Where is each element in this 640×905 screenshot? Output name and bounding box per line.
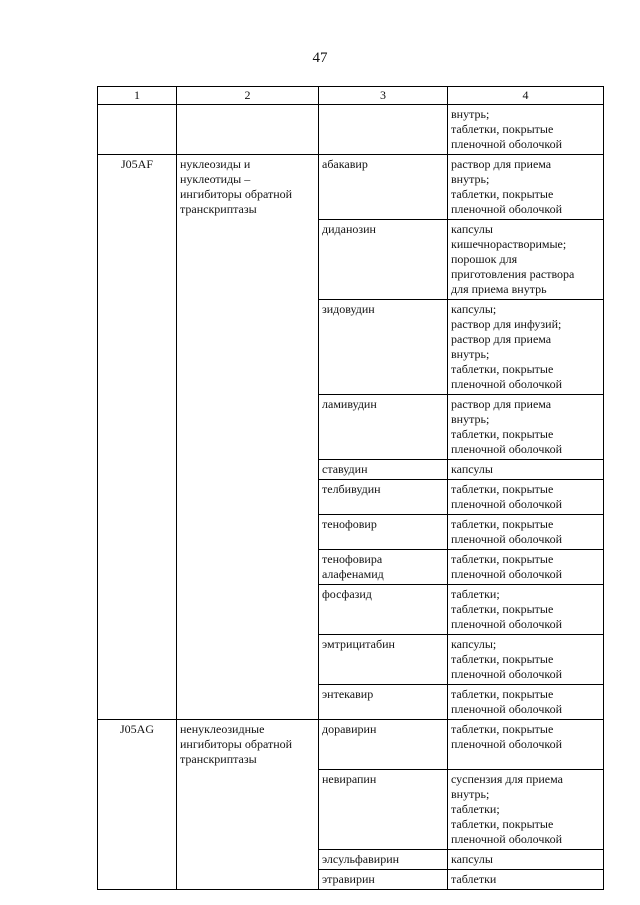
- atc-code-cell: [98, 550, 177, 585]
- dosage-forms-cell: таблетки, покрытые пленочной оболочкой: [448, 515, 604, 550]
- atc-code-cell: J05AG: [98, 720, 177, 770]
- table-row: [98, 685, 604, 720]
- atc-code-cell: [98, 515, 177, 550]
- table-row: [98, 515, 604, 550]
- drug-name-cell: этравирин: [319, 869, 448, 889]
- dosage-forms-cell: таблетки, покрытые пленочной оболочкой: [448, 720, 604, 770]
- group-name-cell: [177, 769, 319, 849]
- group-name-cell: [177, 480, 319, 515]
- drug-name-cell: тенофовир: [319, 515, 448, 550]
- column-header: 4: [448, 87, 604, 105]
- dosage-forms-cell: таблетки; таблетки, покрытые пленочной оболочкой: [448, 585, 604, 635]
- table-row: [98, 720, 604, 770]
- dosage-forms-cell: капсулы: [448, 849, 604, 869]
- table-row: [98, 585, 604, 635]
- atc-code-cell: [98, 849, 177, 869]
- group-name-cell: [177, 550, 319, 585]
- column-header: 2: [177, 87, 319, 105]
- group-name-cell: [177, 515, 319, 550]
- drug-name-cell: [319, 105, 448, 155]
- table-row: [98, 480, 604, 515]
- atc-code-cell: [98, 300, 177, 395]
- atc-code-cell: [98, 395, 177, 460]
- table-row: [98, 869, 604, 889]
- column-header: 1: [98, 87, 177, 105]
- table-row: [98, 550, 604, 585]
- table-header-row: [98, 87, 604, 105]
- drug-name-cell: эмтрицитабин: [319, 635, 448, 685]
- table-row: [98, 395, 604, 460]
- dosage-forms-cell: таблетки: [448, 869, 604, 889]
- drug-name-cell: элсульфавирин: [319, 849, 448, 869]
- dosage-forms-cell: капсулы кишечнорастворимые; порошок для приготовления раствора для приема внутрь: [448, 220, 604, 300]
- group-name-cell: [177, 460, 319, 480]
- drug-name-cell: невирапин: [319, 769, 448, 849]
- dosage-forms-cell: капсулы; раствор для инфузий; раствор для приема внутрь; таблетки, покрытые пленочной оболочкой: [448, 300, 604, 395]
- table-row: [98, 849, 604, 869]
- dosage-forms-cell: таблетки, покрытые пленочной оболочкой: [448, 550, 604, 585]
- group-name-cell: [177, 685, 319, 720]
- drug-name-cell: энтекавир: [319, 685, 448, 720]
- dosage-forms-cell: суспензия для приема внутрь; таблетки; таблетки, покрытые пленочной оболочкой: [448, 769, 604, 849]
- group-name-cell: [177, 105, 319, 155]
- dosage-forms-cell: таблетки, покрытые пленочной оболочкой: [448, 480, 604, 515]
- drug-name-cell: телбивудин: [319, 480, 448, 515]
- atc-code-cell: J05AF: [98, 155, 177, 220]
- table-row: [98, 105, 604, 155]
- drug-name-cell: ламивудин: [319, 395, 448, 460]
- dosage-forms-cell: раствор для приема внутрь; таблетки, покрытые пленочной оболочкой: [448, 155, 604, 220]
- drug-name-cell: тенофовира алафенамид: [319, 550, 448, 585]
- atc-code-cell: [98, 460, 177, 480]
- atc-code-cell: [98, 769, 177, 849]
- group-name-cell: [177, 585, 319, 635]
- dosage-forms-cell: внутрь; таблетки, покрытые пленочной оболочкой: [448, 105, 604, 155]
- drug-name-cell: доравирин: [319, 720, 448, 770]
- group-name-cell: [177, 869, 319, 889]
- drug-name-cell: абакавир: [319, 155, 448, 220]
- group-name-cell: ненуклеозидные ингибиторы обратной транскриптазы: [177, 720, 319, 770]
- drug-name-cell: диданозин: [319, 220, 448, 300]
- group-name-cell: [177, 220, 319, 300]
- page-number: 47: [312, 50, 328, 66]
- atc-code-cell: [98, 635, 177, 685]
- table-row: [98, 300, 604, 395]
- atc-code-cell: [98, 105, 177, 155]
- group-name-cell: [177, 635, 319, 685]
- group-name-cell: [177, 849, 319, 869]
- drug-name-cell: ставудин: [319, 460, 448, 480]
- dosage-forms-cell: таблетки, покрытые пленочной оболочкой: [448, 685, 604, 720]
- atc-code-cell: [98, 220, 177, 300]
- atc-code-cell: [98, 869, 177, 889]
- table-row: [98, 769, 604, 849]
- atc-code-cell: [98, 480, 177, 515]
- drug-name-cell: фосфазид: [319, 585, 448, 635]
- dosage-forms-cell: капсулы; таблетки, покрытые пленочной оболочкой: [448, 635, 604, 685]
- atc-code-cell: [98, 685, 177, 720]
- dosage-forms-cell: капсулы: [448, 460, 604, 480]
- atc-code-cell: [98, 585, 177, 635]
- group-name-cell: [177, 395, 319, 460]
- drug-table: [97, 86, 604, 890]
- column-header: 3: [319, 87, 448, 105]
- dosage-forms-cell: раствор для приема внутрь; таблетки, покрытые пленочной оболочкой: [448, 395, 604, 460]
- table-row: [98, 635, 604, 685]
- table-row: [98, 220, 604, 300]
- group-name-cell: нуклеозиды и нуклеотиды – ингибиторы обратной транскриптазы: [177, 155, 319, 220]
- group-name-cell: [177, 300, 319, 395]
- drug-name-cell: зидовудин: [319, 300, 448, 395]
- table-row: [98, 155, 604, 220]
- table-row: [98, 460, 604, 480]
